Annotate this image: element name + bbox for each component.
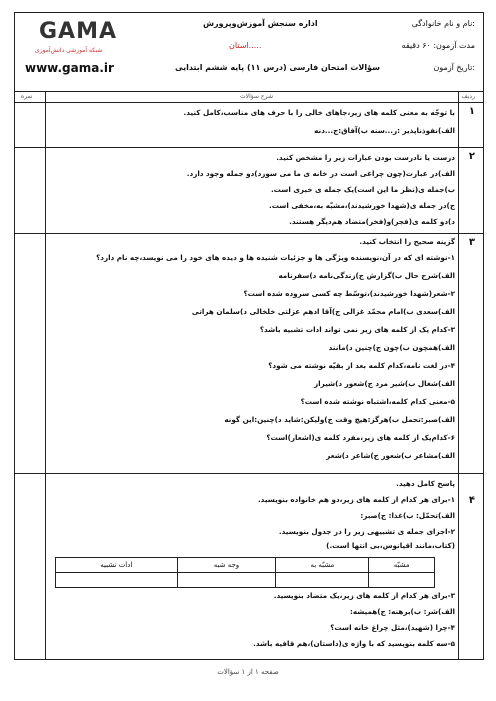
- answer-cell[interactable]: [177, 573, 276, 588]
- question-text: پاسخ کامل دهید.: [396, 479, 455, 488]
- question-line: الف)در عبارت(چون چراغی است در خانه ی ما می سوزد)دو جمله وجود دارد.: [186, 169, 455, 178]
- table-header-cell: مشبّه: [369, 558, 435, 573]
- answer-options[interactable]: الف)سعدی ب)امام محمّد غزالی ج)آقا ادهم عزلتی خلخالی د)سلمان هراتی: [191, 307, 455, 316]
- logo-tagline: شبکه آموزشی دانش‌آموزی: [35, 47, 103, 54]
- question-number: ۲: [468, 151, 475, 162]
- sub-question: ۲-شعر(شهدا خورشیدند)،توسّط چه کسی سروده شده است؟: [243, 289, 455, 298]
- sub-question: ۶-کدام‌یک از کلمه های زیر،مفرد کلمه ی(اشعار)است؟: [266, 433, 455, 442]
- answer-cell[interactable]: [56, 573, 178, 588]
- question-line: الف)نفوذناپذیر :ر...سنه ب)آفاق:ج...دنه: [314, 126, 455, 135]
- sub-question: ۴-چرا (شهید)،مثل چراغ خانه است؟: [330, 623, 455, 632]
- question-line: ب)جمله ی(نظر ما این است)یک جمله ی خبری است.: [270, 185, 455, 194]
- exam-title: سؤالات امتحان فارسی (درس ۱۱) پایه ششم ابتدایی: [175, 63, 380, 72]
- tashbih-table: [55, 557, 435, 588]
- question-1: [15, 102, 483, 148]
- organization: اداره سنجش آموزش‌وپرورش: [203, 19, 318, 28]
- sub-question: ۵-معنی کدام کلمه،اشتباه نوشته شده است؟: [300, 397, 455, 406]
- province: استان.....: [229, 41, 262, 50]
- answer-options[interactable]: الف)مشاعر ب)شعور ج)شاعر د)شعر: [326, 451, 455, 460]
- logo-text: GAMA: [39, 19, 118, 44]
- question-2: [15, 147, 483, 234]
- exam-date-label: تاریخ آزمون:: [433, 63, 475, 72]
- answer-options[interactable]: الف)شغال ب)شیر مرد ج)شعور د)شیراز: [314, 379, 455, 388]
- page-footer: صفحه ۱ از ۱ سؤالات: [217, 668, 279, 676]
- answer-options[interactable]: الف)شرح حال ب)گزارش ج)زندگی‌نامه د)سفرنامه: [278, 271, 455, 280]
- gama-logo: [21, 17, 141, 87]
- tashbih-sentence: (کتاب،مانند اقیانوس،بی انتها است.): [326, 541, 455, 550]
- exam-sheet: [14, 12, 484, 660]
- table-header-cell: وجه شبه: [177, 558, 276, 573]
- sub-question: ۱-برای هر کدام از کلمه های زیر،دو هم خانواده بنویسید.: [257, 495, 455, 504]
- exam-header: [15, 13, 483, 92]
- sub-question: ۵-سه کلمه بنویسید که با واژه ی(داستان)،هم قافیه باشد.: [253, 639, 455, 648]
- question-3: [15, 233, 483, 474]
- sub-question: ۴-در لغت نامه،کدام کلمه بعد از بقیّه نوشته می شود؟: [268, 361, 455, 370]
- col-desc: شرح سؤالات: [240, 93, 273, 100]
- question-line: ج)در جمله ی(شهدا خورشیدند)،مشبّه به،مخفی است.: [268, 201, 455, 210]
- question-number: ۱: [468, 106, 475, 117]
- answer-options[interactable]: الف)همچون ب)چون ج)چنین د)مانند: [328, 343, 455, 352]
- sub-question: ۱-نوشته ای که در آن،نویسنده ویژگی ها و جزئیات شنیده ها و دیده های خود را می نویسد،چه نام دارد؟: [96, 253, 455, 262]
- answer-cell[interactable]: [276, 573, 369, 588]
- question-text: گزینه صحیح را انتخاب کنید.: [359, 237, 455, 246]
- table-header-row: [56, 558, 435, 573]
- question-number: ۴: [468, 495, 475, 506]
- site-url[interactable]: www.gama.ir: [25, 61, 114, 75]
- question-text: با توجّه به معنی کلمه های زیر،جاهای خالی را با حرف های مناسب،کامل کنید.: [183, 108, 455, 117]
- sub-question: ۳-کدام یک از کلمه های زیر نمی تواند ادات تشبیه باشد؟: [259, 325, 455, 334]
- sub-question: ۳-برای هر کدام از کلمه های زیر،یک متضاد بنویسید.: [273, 591, 455, 600]
- answer-cell[interactable]: [369, 573, 435, 588]
- questions-area: [15, 102, 483, 659]
- question-number: ۳: [468, 237, 475, 248]
- table-header-cell: ادات تشبیه: [56, 558, 178, 573]
- answer-blanks[interactable]: الف)تحمّل: ب)غذا: ج)صبر:: [360, 511, 455, 520]
- question-line: د)دو کلمه ی(فجر)و(فخر)متضاد هم‌دیگر هستند.: [289, 217, 455, 226]
- name-label: نام و نام خانوادگی:: [411, 19, 475, 28]
- col-row: ردیف: [461, 93, 475, 100]
- col-score: نمره: [21, 93, 33, 100]
- exam-duration: مدت آزمون: ۶۰ دقیقه: [401, 41, 475, 50]
- answer-blanks[interactable]: الف)شر: ب)برهنه: ج)همیشه:: [349, 607, 455, 616]
- table-answer-row: [56, 573, 435, 588]
- question-4: [15, 473, 483, 661]
- table-header-cell: مشبّه به: [276, 558, 369, 573]
- answer-options[interactable]: الف)صبر:تحمل ب)هرگز:هیچ وقت ج)ولیکن:شاید د)چنین:این گونه: [224, 415, 455, 424]
- question-text: درست یا نادرست بودن عبارات زیر را مشخص کنید.: [276, 153, 455, 162]
- sub-question: ۲-اجزای جمله ی تشبیهی زیر را در جدول بنویسید.: [278, 527, 455, 536]
